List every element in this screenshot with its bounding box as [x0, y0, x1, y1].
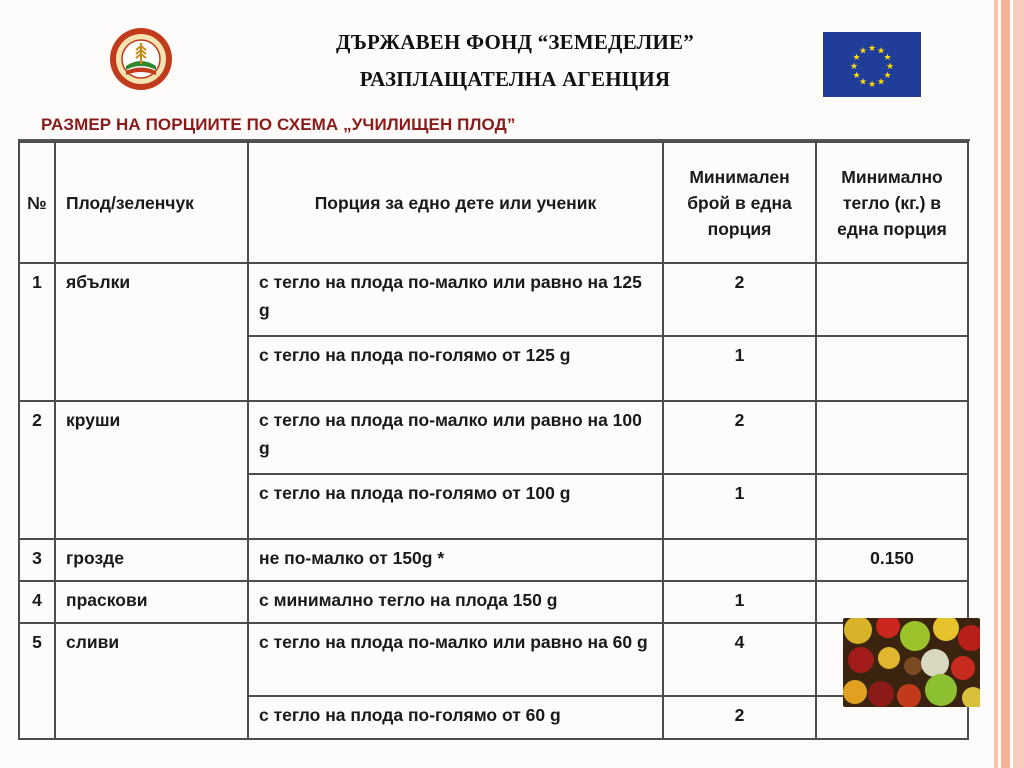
min-count-cell: 1 [663, 336, 816, 401]
min-weight-cell: 0.150 [816, 539, 968, 581]
min-weight-cell [816, 336, 968, 401]
table-row [19, 401, 968, 474]
svg-text:★: ★ [852, 53, 861, 63]
svg-text:★: ★ [858, 77, 868, 88]
svg-text:★: ★ [852, 71, 861, 81]
min-count-cell: 2 [663, 696, 816, 739]
portion-size-table [18, 141, 969, 740]
row-number: 5 [19, 623, 55, 739]
min-count-cell: 2 [663, 401, 816, 474]
table-caption: РАЗМЕР НА ПОРЦИИТЕ ПО СХЕМА „УЧИЛИЩЕН ПЛОД” [41, 115, 516, 134]
fruit-photo-icon [843, 618, 980, 707]
header-min-weight: Минимално тегло (кг.) в една порция [816, 142, 968, 263]
min-weight-cell [816, 581, 968, 623]
table-row [19, 581, 968, 623]
fruit-name: грозде [55, 539, 248, 581]
header-portion: Порция за едно дете или ученик [248, 142, 663, 263]
svg-text:★: ★ [885, 62, 895, 72]
table-header-row [19, 142, 968, 263]
header-fruit: Плод/зеленчук [55, 142, 248, 263]
min-count-cell: 4 [663, 623, 816, 696]
min-count-cell: 2 [663, 263, 816, 336]
fruit-name: ябълки [55, 263, 248, 401]
svg-text:★: ★ [883, 71, 892, 81]
fruit-name: праскови [55, 581, 248, 623]
page-subtitle: РАЗПЛАЩАТЕЛНА АГЕНЦИЯ [359, 67, 671, 91]
svg-text:★: ★ [876, 46, 886, 57]
portion-cell: с тегло на плода по-голямо от 60 g [248, 696, 663, 739]
state-fund-agriculture-logo-icon [108, 26, 174, 92]
eu-flag-icon [823, 32, 921, 97]
header-num: № [19, 142, 55, 263]
min-count-cell [663, 539, 816, 581]
table-row [19, 263, 968, 336]
portion-cell: с тегло на плода по-малко или равно на 100 g [248, 401, 663, 474]
fruit-name: сливи [55, 623, 248, 739]
header-min-count: Минимален брой в една порция [663, 142, 816, 263]
portion-cell: не по-малко от 150g * [248, 539, 663, 581]
row-number: 4 [19, 581, 55, 623]
decorative-stripe [1001, 0, 1010, 768]
min-count-cell: 1 [663, 581, 816, 623]
svg-text:★: ★ [849, 62, 859, 72]
portion-cell: с тегло на плода по-малко или равно на 60 g [248, 623, 663, 696]
decorative-stripe [994, 0, 998, 768]
page-title: ДЪРЖАВЕН ФОНД “ЗЕМЕДЕЛИЕ” [336, 30, 694, 54]
row-number: 1 [19, 263, 55, 401]
min-weight-cell [816, 474, 968, 539]
portion-cell: с тегло на плода по-голямо от 100 g [248, 474, 663, 539]
row-number: 2 [19, 401, 55, 539]
table-row [19, 539, 968, 581]
svg-text:★: ★ [867, 44, 877, 54]
svg-text:★: ★ [883, 53, 892, 63]
svg-text:★: ★ [858, 46, 868, 57]
fruit-name: круши [55, 401, 248, 539]
min-weight-cell [816, 263, 968, 336]
row-number: 3 [19, 539, 55, 581]
table-row [19, 623, 968, 696]
svg-text:★: ★ [876, 77, 886, 88]
min-count-cell: 1 [663, 474, 816, 539]
decorative-stripe [1013, 0, 1024, 768]
min-weight-cell [816, 401, 968, 474]
portion-cell: с тегло на плода по-голямо от 125 g [248, 336, 663, 401]
portion-cell: с минимално тегло на плода 150 g [248, 581, 663, 623]
portion-cell: с тегло на плода по-малко или равно на 125 g [248, 263, 663, 336]
svg-text:★: ★ [867, 80, 877, 90]
